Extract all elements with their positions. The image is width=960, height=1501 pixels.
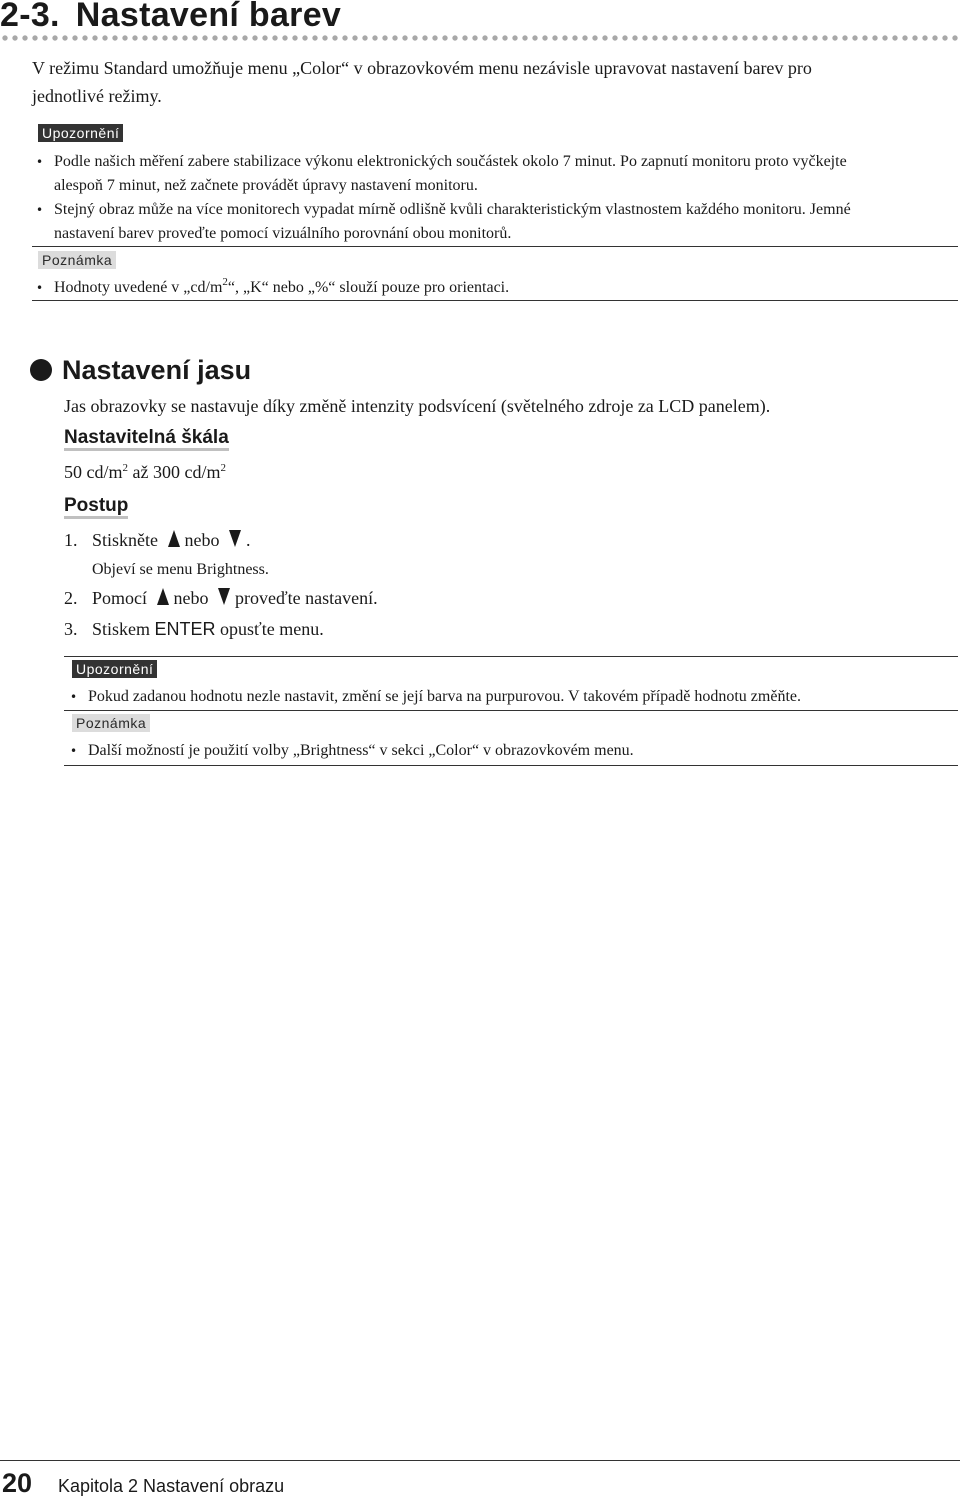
notice-item-line-1: Stejný obraz může na více monitorech vypadat mírně odlišně kvůli charakteristickým vlastnostem každého monitoru. Jemné — [54, 201, 851, 218]
range-value: 50 $cd/m^2$ až 300 $cd/m^2$ — [64, 462, 226, 482]
notice-item-line-1: Podle našich měření zabere stabilizace výkonu elektronických součástek okolo 7 minut. Po zapnutí monitoru proto vyčkejte — [54, 153, 847, 170]
down-arrow-icon — [229, 530, 241, 547]
intro-line-2: jednotlivé režimy. — [32, 86, 162, 106]
step-number: 2. — [64, 588, 78, 608]
note-badge: Poznámka — [38, 251, 116, 269]
footer-chapter-label: Kapitola 2 Nastavení obrazu — [58, 1476, 285, 1496]
enter-key-label: ENTER — [154, 619, 216, 639]
footer-divider — [0, 1460, 960, 1461]
intro-line-1: V režimu Standard umožňuje menu „Color“ v obrazovkovém menu nezávisle upravovat nastavení barev pro — [32, 58, 812, 78]
up-arrow-icon — [157, 588, 169, 605]
bullet-icon: • — [36, 281, 44, 295]
procedure-heading: Postup — [64, 494, 128, 518]
section-bullet-icon — [30, 359, 52, 381]
notice-item-line-2: alespoň 7 minut, než začnete provádět úpravy nastavení monitoru. — [54, 177, 478, 194]
section-title — [30, 352, 251, 388]
step-text: Stiskněte nebo . — [92, 530, 251, 550]
chapter-title-text: Nastavení barev — [75, 0, 342, 34]
dotted-divider — [0, 34, 960, 42]
section-notice-divider — [64, 710, 958, 711]
section-notice-top-divider — [64, 656, 958, 657]
notice-item-line-2: nastavení barev proveďte pomocí vizuálního porovnání obou monitorů. — [54, 225, 512, 242]
section-title-text: Nastavení jasu — [62, 355, 252, 385]
step-number: 3. — [64, 619, 78, 639]
section-note-badge: Poznámka — [72, 714, 150, 732]
chapter-number: 2-3. — [0, 0, 60, 34]
section-notice-badge: Upozornění — [72, 660, 157, 678]
page-number: 20 — [2, 1468, 33, 1498]
bullet-icon: • — [70, 744, 78, 758]
range-heading: Nastavitelná škála — [64, 426, 229, 450]
section-notice-text: Pokud zadanou hodnotu nezle nastavit, změní se její barva na purpurovou. V takovém případě hodnotu změňte. — [88, 688, 801, 705]
step-text: Pomocí nebo proveďte nastavení. — [92, 588, 378, 608]
note-item-text: Hodnoty uvedené v $„cd/m^2“$, „K“ nebo „%“ slouží pouze pro orientaci. — [54, 276, 510, 296]
step-1-result: Objeví se menu Brightness. — [92, 561, 269, 578]
notice-divider — [32, 246, 958, 247]
section-note-divider — [64, 765, 958, 766]
note-divider — [32, 300, 958, 301]
step-number: 1. — [64, 530, 78, 550]
notice-badge: Upozornění — [38, 124, 123, 142]
down-arrow-icon — [218, 588, 230, 605]
chapter-title — [0, 0, 341, 35]
up-arrow-icon — [168, 530, 180, 547]
bullet-icon: • — [70, 690, 78, 704]
bullet-icon: • — [36, 203, 44, 217]
section-note-text: Další možností je použití volby „Brightness“ v sekci „Color“ v obrazovkovém menu. — [88, 742, 634, 759]
section-description: Jas obrazovky se nastavuje díky změně intenzity podsvícení (světelného zdroje za LCD panelem). — [64, 396, 771, 416]
bullet-icon: • — [36, 155, 44, 169]
step-text: Stiskem ENTER opusťte menu. — [92, 619, 324, 639]
